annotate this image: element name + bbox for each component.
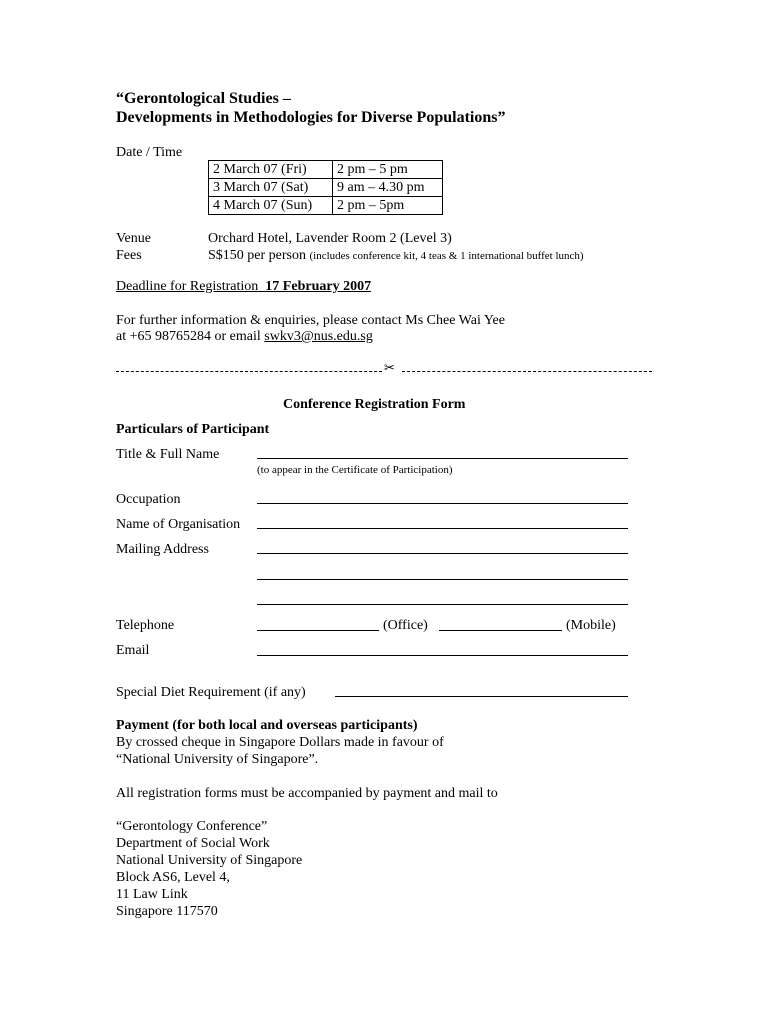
mailing-address-line: National University of Singapore — [116, 853, 303, 868]
cut-line-dash-left — [116, 371, 382, 372]
contact-line-2 — [116, 328, 373, 345]
schedule-time: 2 pm – 5pm — [333, 197, 443, 215]
contact-line-1: For further information & enquiries, please contact Ms Chee Wai Yee — [116, 313, 505, 328]
telephone-label: Telephone — [116, 618, 175, 633]
payment-line-1: By crossed cheque in Singapore Dollars made in favour of — [116, 735, 444, 750]
schedule-time: 9 am – 4.30 pm — [333, 179, 443, 197]
title-line-2: Developments in Methodologies for Diverse Populations” — [116, 109, 506, 126]
venue-value: Orchard Hotel, Lavender Room 2 (Level 3) — [208, 231, 452, 246]
organisation-label: Name of Organisation — [116, 517, 241, 532]
fees-note: (includes conference kit, 4 teas & 1 international buffet lunch) — [309, 250, 584, 262]
telephone-office-field[interactable] — [257, 630, 379, 631]
deadline — [116, 278, 371, 295]
address-field-line-2[interactable] — [257, 579, 628, 580]
schedule-row — [209, 179, 443, 197]
deadline-label: Deadline for Registration — [116, 279, 259, 294]
organisation-field[interactable] — [257, 528, 628, 529]
contact-phone-text: at +65 98765284 or email — [116, 329, 261, 344]
name-field[interactable] — [257, 458, 628, 459]
mailing-address-line: Department of Social Work — [116, 836, 270, 851]
occupation-label: Occupation — [116, 492, 181, 507]
address-field-line-3[interactable] — [257, 604, 628, 605]
name-note: (to appear in the Certificate of Participation) — [257, 464, 453, 476]
occupation-field[interactable] — [257, 503, 628, 504]
address-label: Mailing Address — [116, 542, 209, 557]
mailing-address-line: Block AS6, Level 4, — [116, 870, 230, 885]
mailing-address-line: Singapore 117570 — [116, 904, 218, 919]
schedule-date: 2 March 07 (Fri) — [209, 161, 333, 179]
date-time-label: Date / Time — [116, 145, 183, 160]
mobile-label: (Mobile) — [566, 618, 616, 633]
cut-line-dash-right — [402, 371, 652, 372]
fees-amount: S$150 per person — [208, 248, 306, 263]
schedule-date: 4 March 07 (Sun) — [209, 197, 333, 215]
mailing-address-line: 11 Law Link — [116, 887, 188, 902]
fees-label: Fees — [116, 248, 142, 263]
cut-line — [116, 363, 652, 377]
schedule-time: 2 pm – 5 pm — [333, 161, 443, 179]
office-label: (Office) — [383, 618, 428, 633]
diet-field[interactable] — [335, 696, 628, 697]
form-section-title: Particulars of Participant — [116, 422, 270, 437]
venue-label: Venue — [116, 231, 151, 246]
name-label: Title & Full Name — [116, 447, 220, 462]
diet-label: Special Diet Requirement (if any) — [116, 685, 306, 700]
deadline-date: 17 February 2007 — [265, 279, 372, 294]
email-field[interactable] — [257, 655, 628, 656]
address-field-line-1[interactable] — [257, 553, 628, 554]
contact-email-link[interactable]: swkv3@nus.edu.sg — [264, 329, 373, 344]
title-line-1: “Gerontological Studies – — [116, 90, 291, 107]
fees-value — [208, 247, 584, 265]
payment-instruction: All registration forms must be accompanied by payment and mail to — [116, 786, 498, 801]
telephone-mobile-field[interactable] — [439, 630, 562, 631]
schedule-row — [209, 161, 443, 179]
form-heading: Conference Registration Form — [283, 397, 466, 412]
schedule-row — [209, 197, 443, 215]
email-label: Email — [116, 643, 150, 658]
mailing-address-line: “Gerontology Conference” — [116, 819, 268, 834]
payment-title: Payment (for both local and overseas participants) — [116, 718, 418, 733]
schedule-table — [208, 160, 443, 215]
scissors-icon: ✂ — [384, 361, 395, 376]
schedule-date: 3 March 07 (Sat) — [209, 179, 333, 197]
payment-line-2: “National University of Singapore”. — [116, 752, 319, 767]
